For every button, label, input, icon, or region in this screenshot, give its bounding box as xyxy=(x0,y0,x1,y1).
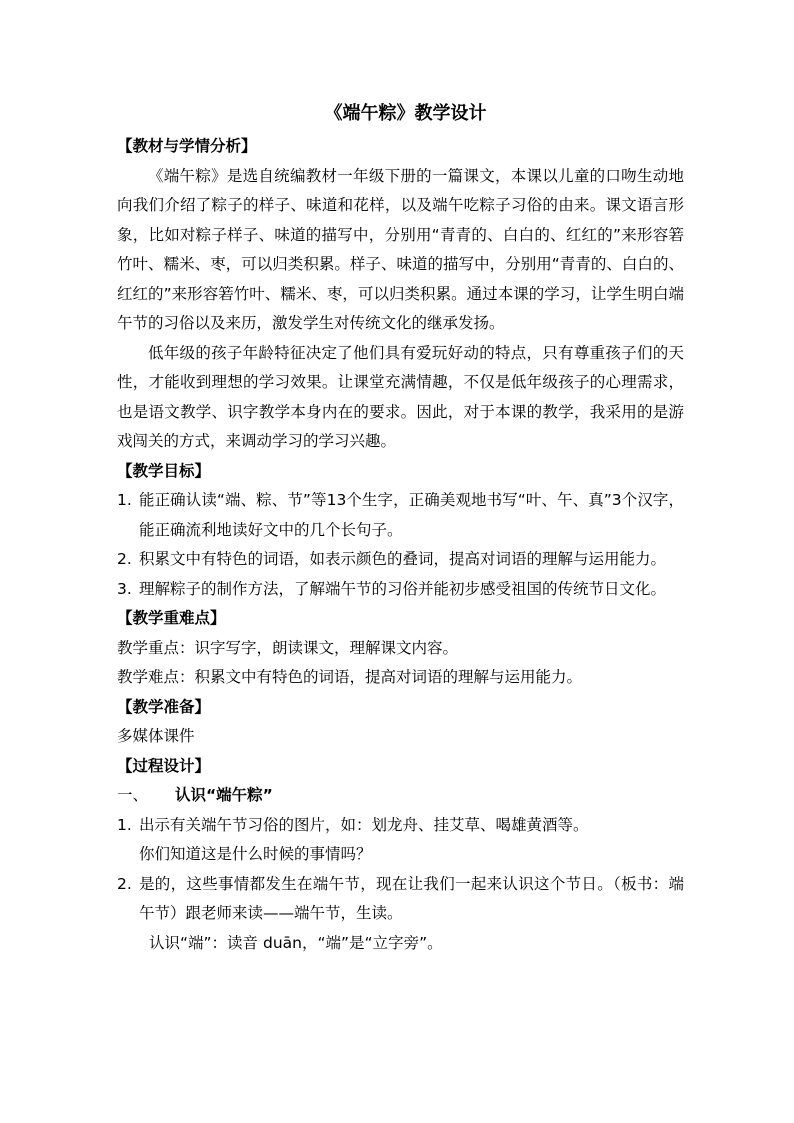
step-number: 一、 xyxy=(117,786,149,804)
list-text: 积累文中有特色的词语，如表示颜色的叠词，提高对词语的理解与运用能力。 xyxy=(139,550,667,568)
paragraph: 低年级的孩子年龄特征决定了他们具有爱玩好动的特点，只有尊重孩子们的天性，才能收到理想的学习效果。让课堂充满情趣，不仅是低年级孩子的心理需求，也是语文教学、识字教学本身内在的要求。因此，对于本课的教学，我采用的是游戏闯关的方式，来调动学习的学习兴趣。 xyxy=(117,343,684,450)
list-text: 理解粽子的制作方法，了解端午节的习俗并能初步感受祖国的传统节日文化。 xyxy=(139,579,667,598)
list-item xyxy=(117,870,684,929)
list-number xyxy=(117,840,139,870)
section-key-points xyxy=(117,604,684,693)
list-number: 3. xyxy=(117,579,132,598)
list-number: 1. xyxy=(117,815,132,834)
list-number: 2. xyxy=(117,550,132,568)
list-text: 你们知道这是什么时候的事情吗？ xyxy=(139,845,372,863)
list-number: 1. xyxy=(117,491,132,509)
list-text: 出示有关端午节习俗的图片，如：划龙舟、挂艾草、喝雄黄酒等。 xyxy=(139,815,589,834)
document-title: 《端午粽》教学设计 xyxy=(324,103,487,124)
paragraph: 《端午粽》是选自统编教材一年级下册的一篇课文，本课以儿童的口吻生动地向我们介绍了粽子的样子、味道和花样，以及端午吃粽子习俗的由来。课文语言形象，比如对粽子样子、味道的描写中，分别用“青青的、白白的、红红的”来形容箬竹叶、糯米、枣，可以归类积累。样子、味道的描写中，分别用“青青的、白白的、红红的”来形容箬竹叶、糯米、枣，可以归类积累。通过本课的学习，让学生明白端午节的习俗以及来历，激发学生对传统文化的继承发扬。 xyxy=(117,166,684,332)
focus-text: 教学重点：识字写字，朗读课文，理解课文内容。 xyxy=(117,638,459,657)
section-process xyxy=(117,752,684,959)
step-title: 认识“端午粽” xyxy=(175,786,273,804)
section-heading: 【教学目标】 xyxy=(117,461,211,480)
section-heading: 【教学准备】 xyxy=(117,697,211,716)
list-text: 是的，这些事情都发生在端午节，现在让我们一起来认识这个节日。（板书：端午节）跟老师来读——端午节，生读。 xyxy=(139,874,684,922)
section-heading: 【教材与学情分析】 xyxy=(117,137,257,155)
section-heading: 【过程设计】 xyxy=(117,756,211,775)
difficulty-text: 教学难点：积累文中有特色的词语，提高对词语的理解与运用能力。 xyxy=(117,668,583,686)
list-item xyxy=(117,486,684,545)
list-item xyxy=(117,811,684,841)
list-text: 能正确认读“端、粽、节”等13个生字，正确美观地书写“叶、午、真”3个汉字，能正确流利地读好文中的几个长句子。 xyxy=(139,491,684,539)
note-text: 认识“端”：读音 duān，“端”是“立字旁”。 xyxy=(149,933,443,952)
list-item xyxy=(117,575,684,605)
section-goals xyxy=(117,457,684,605)
preparation-text: 多媒体课件 xyxy=(117,727,195,745)
step-heading xyxy=(117,781,684,811)
list-item xyxy=(117,545,684,575)
section-preparation xyxy=(117,693,684,752)
section-analysis xyxy=(117,132,684,457)
section-heading: 【教学重难点】 xyxy=(117,609,226,627)
list-item xyxy=(117,840,684,870)
list-number: 2. xyxy=(117,874,132,893)
